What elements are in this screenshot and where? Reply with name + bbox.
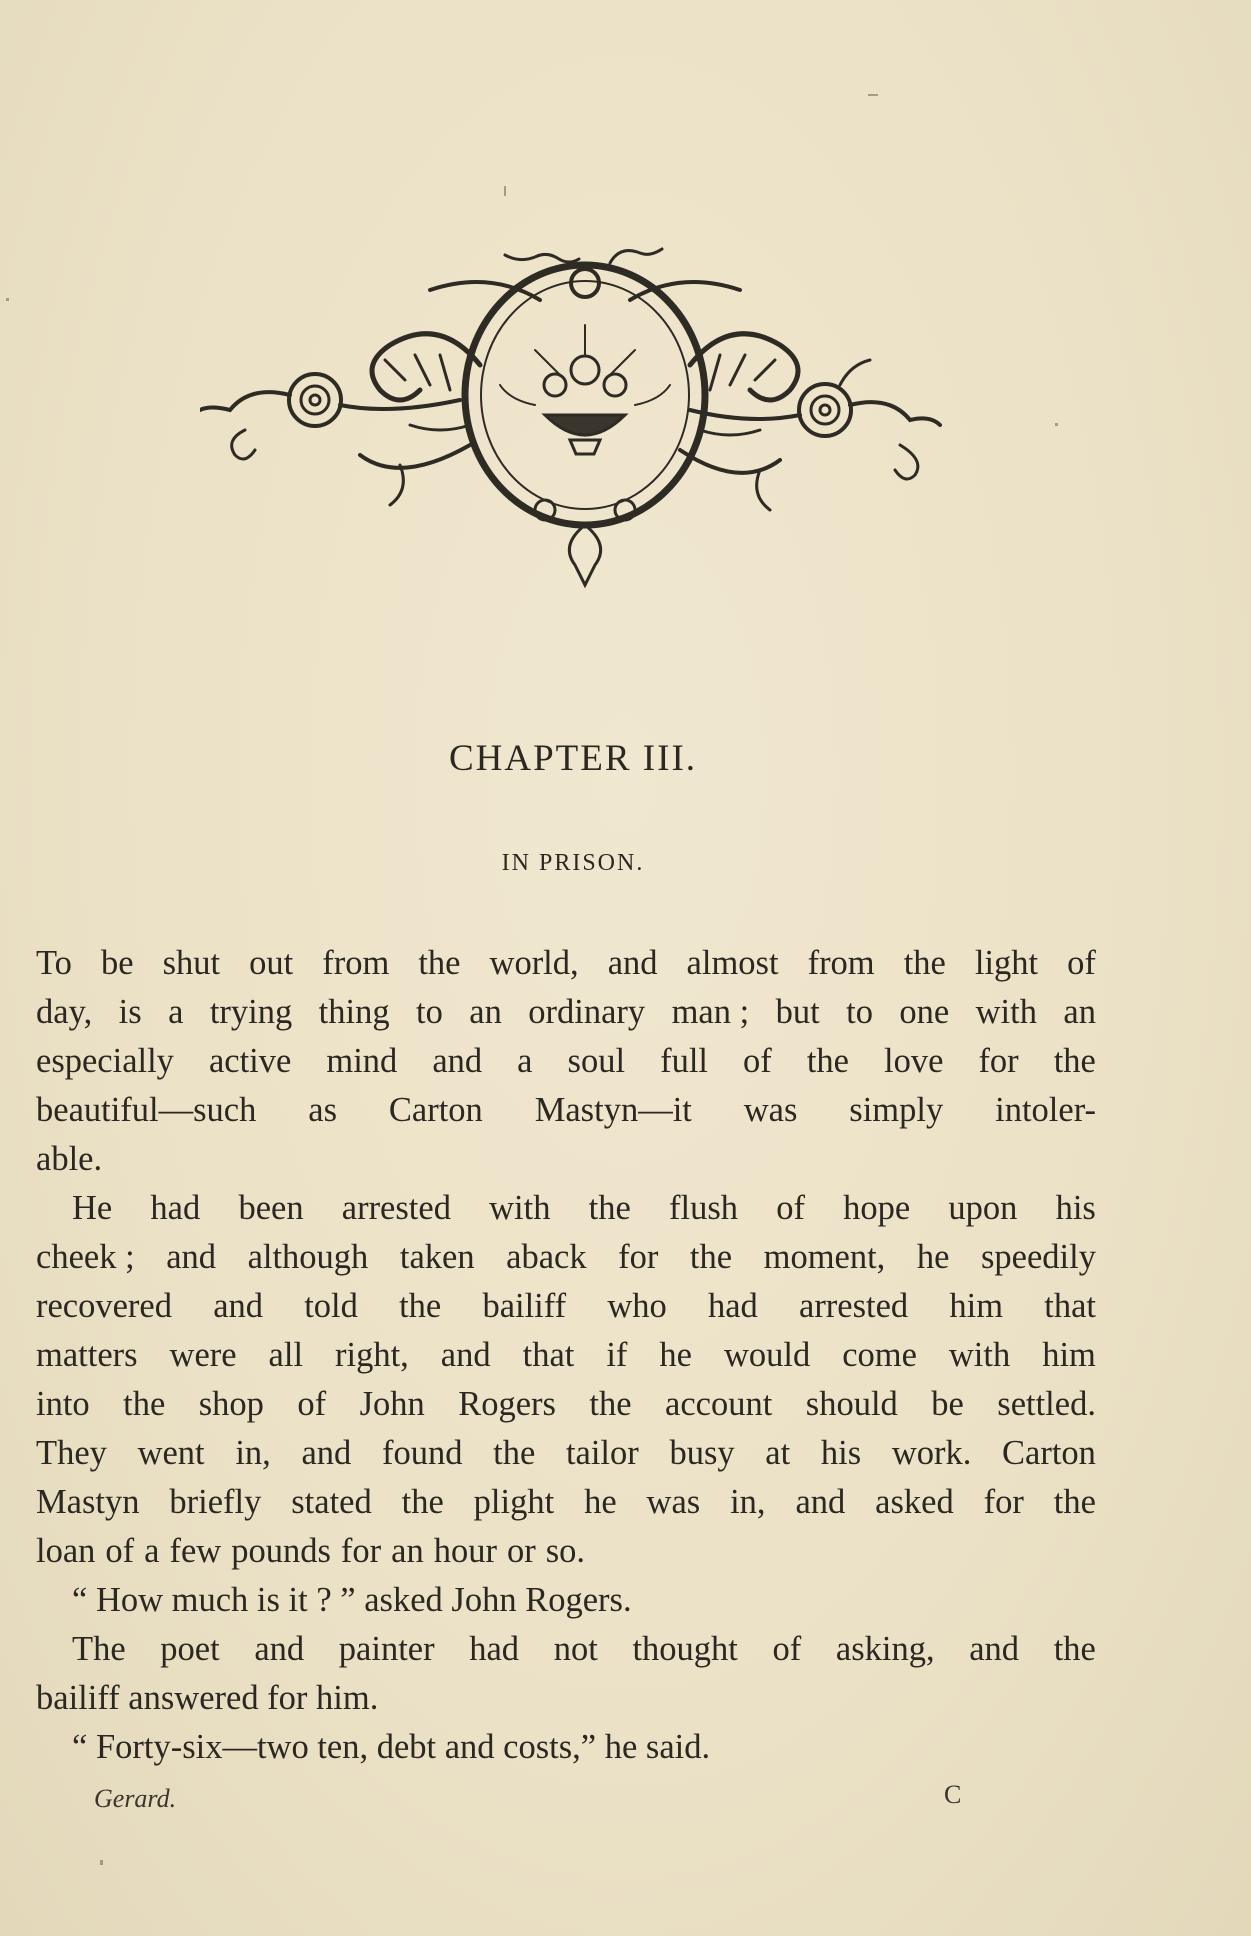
word: matters	[36, 1336, 138, 1374]
word: from	[322, 944, 390, 982]
word: the	[588, 1189, 631, 1227]
word: the	[399, 1287, 442, 1325]
word: that	[1044, 1287, 1096, 1325]
word: light	[974, 944, 1039, 982]
word: The	[72, 1630, 126, 1668]
word: settled.	[997, 1385, 1096, 1423]
word: had	[469, 1630, 520, 1668]
word: speedily	[980, 1238, 1096, 1276]
text-line	[36, 1674, 1096, 1723]
word: recovered	[36, 1287, 172, 1325]
word: for	[340, 1532, 382, 1570]
word: to	[416, 993, 443, 1031]
text-line	[36, 1625, 1096, 1674]
word: soul	[567, 1042, 626, 1080]
word: had	[707, 1287, 758, 1325]
signature-mark: Gerard.	[94, 1784, 177, 1813]
word: he	[916, 1238, 950, 1276]
word: all	[268, 1336, 304, 1374]
word: of	[743, 1042, 772, 1080]
word: and	[795, 1483, 846, 1521]
word: went	[137, 1434, 205, 1472]
word: for	[978, 1042, 1019, 1080]
word: his	[820, 1434, 862, 1472]
word: with	[489, 1189, 551, 1227]
word: is	[118, 993, 142, 1031]
word: asking,	[835, 1630, 935, 1668]
word: full	[660, 1042, 708, 1080]
word: the	[1053, 1042, 1096, 1080]
word: been	[238, 1189, 304, 1227]
text-line	[36, 1576, 1096, 1625]
word: Carton	[1002, 1434, 1096, 1472]
word: the	[1053, 1630, 1096, 1668]
word: asked	[875, 1483, 954, 1521]
word: an	[391, 1532, 424, 1570]
word: flush	[669, 1189, 739, 1227]
word: of	[105, 1532, 135, 1570]
word: that	[522, 1336, 575, 1374]
word: be	[100, 944, 134, 982]
word: told	[304, 1287, 358, 1325]
word: the	[493, 1434, 536, 1472]
word: and	[440, 1336, 491, 1374]
text-line	[36, 1233, 1096, 1282]
word: moment,	[763, 1238, 886, 1276]
word: he	[584, 1483, 617, 1521]
word: intoler-	[995, 1091, 1096, 1129]
word: bailiff	[482, 1287, 567, 1325]
word: found	[381, 1434, 463, 1472]
word: out	[249, 944, 294, 982]
word: not	[553, 1630, 598, 1668]
signature-letter: C	[944, 1780, 962, 1809]
word: bailiff answered for him.	[36, 1679, 379, 1717]
paper-speck	[1055, 423, 1058, 426]
word: had	[150, 1189, 201, 1227]
word: plight	[473, 1483, 555, 1521]
chapter-title: CHAPTER III.	[448, 738, 698, 779]
word: would	[723, 1336, 811, 1374]
text-line	[36, 939, 1096, 988]
word: and	[166, 1238, 217, 1276]
text-line	[36, 1184, 1096, 1233]
word: poet	[160, 1630, 220, 1668]
word: They	[36, 1434, 107, 1472]
word: with	[948, 1336, 1011, 1374]
word: a	[144, 1532, 160, 1570]
paper-speck	[868, 94, 878, 96]
word: shut	[162, 944, 221, 982]
text-line	[36, 1086, 1096, 1135]
word: thought	[632, 1630, 738, 1668]
word: into	[36, 1385, 90, 1423]
text-line	[36, 1380, 1096, 1429]
word: loan	[36, 1532, 96, 1570]
word: at	[765, 1434, 791, 1472]
word: the	[806, 1042, 849, 1080]
word: although	[247, 1238, 369, 1276]
word: Rogers	[458, 1385, 556, 1423]
word: come	[842, 1336, 917, 1374]
word: one	[899, 993, 950, 1031]
word: or	[506, 1532, 536, 1570]
text-line	[36, 1331, 1096, 1380]
word: thing	[318, 993, 390, 1031]
text-line	[36, 1723, 1096, 1772]
word: account	[665, 1385, 773, 1423]
word: almost	[686, 944, 779, 982]
word: and	[254, 1630, 305, 1668]
word: man ;	[671, 993, 750, 1031]
word: and	[607, 944, 658, 982]
word: love	[884, 1042, 944, 1080]
paper-speck	[100, 1860, 103, 1865]
word: trying	[209, 993, 293, 1031]
word: the	[589, 1385, 632, 1423]
word: him	[949, 1287, 1004, 1325]
word: a	[517, 1042, 533, 1080]
word: so.	[545, 1532, 586, 1570]
word: and	[301, 1434, 352, 1472]
text-line	[36, 1429, 1096, 1478]
word: “ Forty-six—two ten, debt and costs,” he said.	[72, 1728, 711, 1766]
word: hope	[843, 1189, 911, 1227]
word: the	[401, 1483, 444, 1521]
word: Mastyn—it	[534, 1091, 692, 1129]
word: but	[775, 993, 820, 1031]
word: in,	[730, 1483, 766, 1521]
word: simply	[849, 1091, 944, 1129]
word: his	[1055, 1189, 1096, 1227]
word: of	[772, 1630, 802, 1668]
text-line	[36, 1527, 1096, 1576]
word: especially	[36, 1042, 174, 1080]
word: hour	[433, 1532, 497, 1570]
word: an	[469, 993, 502, 1031]
word: in,	[235, 1434, 271, 1472]
word: upon	[948, 1189, 1018, 1227]
word: briefly	[169, 1483, 262, 1521]
word: be	[931, 1385, 964, 1423]
word: tailor	[565, 1434, 639, 1472]
word: and	[213, 1287, 264, 1325]
body-text	[36, 939, 1096, 1772]
word: of	[1067, 944, 1096, 982]
word: aback	[506, 1238, 587, 1276]
text-line	[36, 1478, 1096, 1527]
word: “ How much is it ? ” asked John Rogers.	[72, 1581, 632, 1619]
word: as	[308, 1091, 337, 1129]
word: world,	[489, 944, 579, 982]
word: arrested	[341, 1189, 451, 1227]
word: for	[983, 1483, 1024, 1521]
word: to	[846, 993, 873, 1031]
word: To	[36, 944, 72, 982]
word: day,	[36, 993, 93, 1031]
word: an	[1063, 993, 1096, 1031]
word: shop	[198, 1385, 264, 1423]
word: the	[689, 1238, 733, 1276]
word: busy	[669, 1434, 735, 1472]
word: he	[659, 1336, 692, 1374]
word: the	[1053, 1483, 1096, 1521]
text-line	[36, 1037, 1096, 1086]
word: was	[743, 1091, 798, 1129]
word: for	[618, 1238, 659, 1276]
word: John	[359, 1385, 425, 1423]
word: Carton	[388, 1091, 483, 1129]
word: with	[975, 993, 1037, 1031]
word: the	[418, 944, 461, 982]
word: pounds	[231, 1532, 331, 1570]
word: ordinary	[528, 993, 646, 1031]
word: painter	[338, 1630, 435, 1668]
word: him	[1042, 1336, 1096, 1374]
chapter-subtitle: IN PRISON.	[501, 850, 645, 876]
text-line	[36, 1135, 1096, 1184]
word: the	[903, 944, 946, 982]
paper-speck	[504, 186, 506, 196]
word: who	[607, 1287, 667, 1325]
word: cheek ;	[36, 1238, 135, 1276]
word: He	[72, 1189, 113, 1227]
word: beautiful—such	[36, 1091, 257, 1129]
word: was	[646, 1483, 701, 1521]
word: work.	[891, 1434, 972, 1472]
decorative-vignette-icon	[200, 245, 960, 605]
word: and	[969, 1630, 1020, 1668]
word: mind	[326, 1042, 398, 1080]
word: arrested	[799, 1287, 909, 1325]
word: should	[805, 1385, 898, 1423]
word: a	[168, 993, 184, 1031]
paper-speck	[6, 298, 9, 301]
word: and	[432, 1042, 483, 1080]
word: of	[776, 1189, 805, 1227]
word: were	[169, 1336, 237, 1374]
word: able.	[36, 1140, 103, 1178]
word: if	[606, 1336, 628, 1374]
word: of	[297, 1385, 327, 1423]
word: few	[169, 1532, 222, 1570]
word: taken	[399, 1238, 475, 1276]
text-line	[36, 1282, 1096, 1331]
word: right,	[335, 1336, 409, 1374]
word: from	[807, 944, 875, 982]
word: active	[208, 1042, 292, 1080]
word: Mastyn	[36, 1483, 140, 1521]
text-line	[36, 988, 1096, 1037]
word: the	[123, 1385, 166, 1423]
word: stated	[291, 1483, 372, 1521]
